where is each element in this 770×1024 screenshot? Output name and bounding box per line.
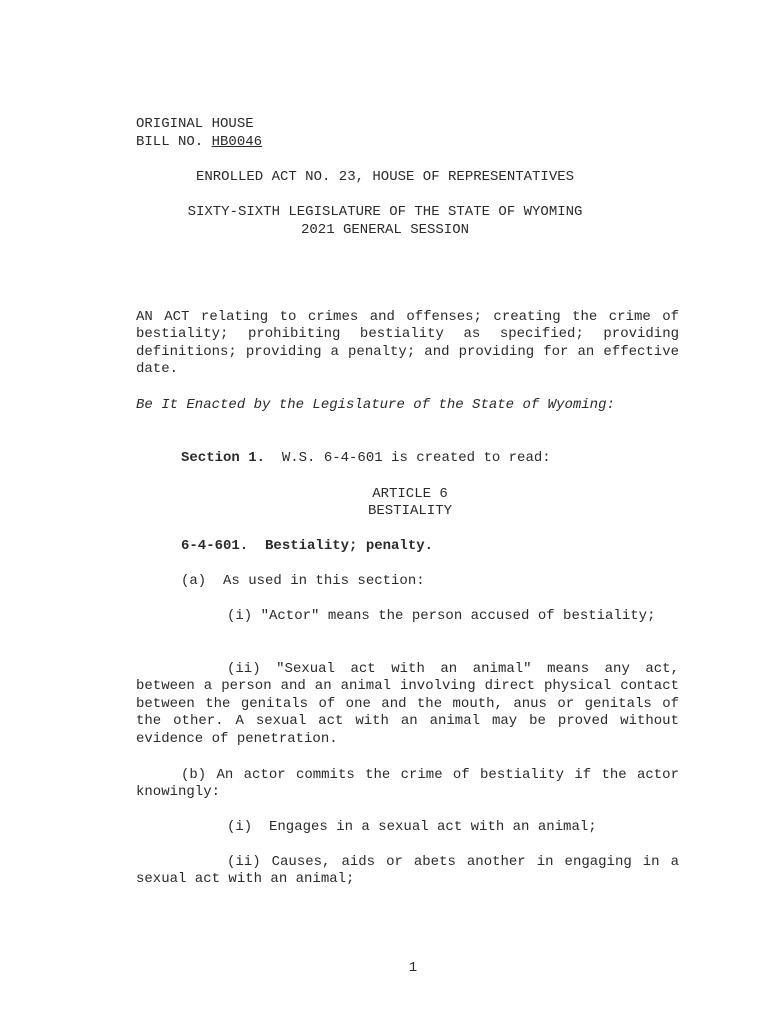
subsection-b: (b) An actor commits the crime of bestiality if the actor knowingly: [136,767,679,801]
enrolled-act-line: ENROLLED ACT NO. 23, HOUSE OF REPRESENTATIVES [195,169,575,185]
subsection-b-i: (i) Engages in a sexual act with an animal; [227,819,597,835]
legislature-line: SIXTY-SIXTH LEGISLATURE OF THE STATE OF WYOMING [187,204,583,220]
subsection-a-i: (i) "Actor" means the person accused of bestiality; [227,608,656,624]
original-house-label [136,116,254,133]
subsection-b-ii: (ii) Causes, aids or abets another in engaging in a sexual act with an animal; [136,854,679,888]
article-title: BESTIALITY [367,503,452,519]
session-line: 2021 GENERAL SESSION [300,222,470,238]
section-1-text: W.S. 6-4-601 is created to read: [265,450,551,466]
section-1-line [181,450,551,467]
section-1-label: Section 1. [181,450,266,466]
page-number: 1 [408,960,418,976]
bill-number: HB0046 [211,134,263,150]
subsection-a: (a) As used in this section: [181,573,425,589]
original-house-text: ORIGINAL HOUSE [136,116,254,132]
subsection-a-ii: (ii) "Sexual act with an animal" means any act, between a person and an animal involving direct physical contact between the genitals of one and the mouth, anus or genitals of the other. A sexual act with an animal may be proved without evidence of penetration. [136,661,679,747]
enacting-clause: Be It Enacted by the Legislature of the State of Wyoming: [136,397,615,413]
article-number: ARTICLE 6 [372,486,448,502]
statute-heading: 6-4-601. Bestiality; penalty. [181,538,434,554]
bill-prefix: BILL NO. [136,134,212,150]
bill-number-line [136,134,262,151]
act-title-paragraph: AN ACT relating to crimes and offenses; creating the crime of bestiality; prohibiting bestiality as specified; providing definitions; providing a penalty; and providing for an effective date. [136,309,679,378]
